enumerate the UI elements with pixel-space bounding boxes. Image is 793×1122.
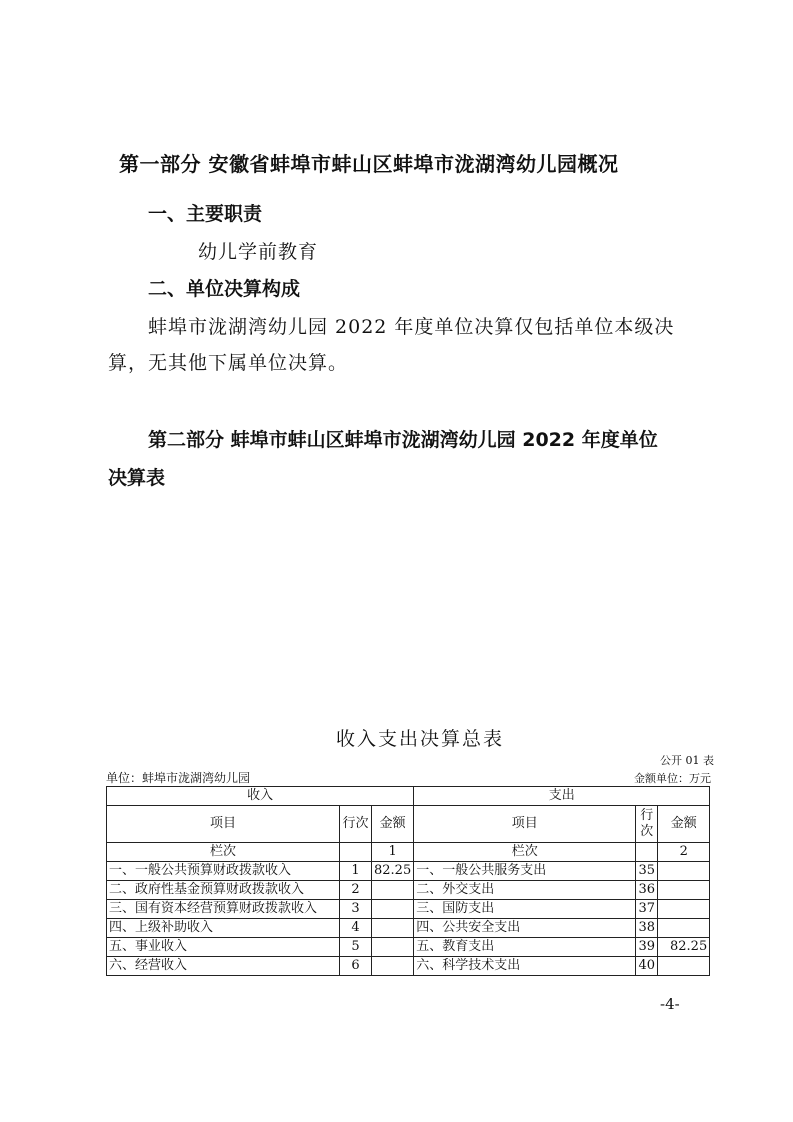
expense-amount-header: 金额 (658, 806, 710, 843)
expense-amount (658, 919, 710, 938)
income-row-no: 1 (340, 862, 372, 881)
part2-title-line1: 第二部分 蚌埠市蚌山区蚌埠市泷湖湾幼儿园 2022 年度单位 (148, 429, 658, 451)
income-item: 六、经营收入 (107, 957, 340, 976)
income-item-header: 项目 (107, 806, 340, 843)
income-item: 三、国有资本经营预算财政拨款收入 (107, 900, 340, 919)
income-item: 二、政府性基金预算财政拨款收入 (107, 881, 340, 900)
expense-amount (658, 862, 710, 881)
expense-row-no: 39 (636, 938, 658, 957)
income-amount: 82.25 (372, 862, 414, 881)
income-amount (372, 900, 414, 919)
expense-amount (658, 957, 710, 976)
income-expense-table (106, 786, 710, 976)
expense-lanci-blank (636, 843, 658, 862)
income-row-no: 6 (340, 957, 372, 976)
expense-amount (658, 881, 710, 900)
expense-amount: 82.25 (658, 938, 710, 957)
expense-row-no: 36 (636, 881, 658, 900)
income-amount (372, 881, 414, 900)
form-number: 公开 01 表 (660, 754, 714, 767)
income-amount (372, 957, 414, 976)
income-lanci-blank (340, 843, 372, 862)
income-col-number: 1 (372, 843, 414, 862)
income-header: 收入 (107, 787, 414, 806)
section2-body-line1: 蚌埠市泷湖湾幼儿园 2022 年度单位决算仅包括单位本级决 (148, 316, 675, 338)
section1-body: 幼儿学前教育 (198, 241, 319, 263)
section1-heading: 一、主要职责 (148, 203, 263, 225)
income-row-no-header: 行次 (340, 806, 372, 843)
income-amount (372, 938, 414, 957)
table-row (107, 938, 710, 957)
part1-title: 第一部分 安徽省蚌埠市蚌山区蚌埠市泷湖湾幼儿园概况 (119, 152, 619, 176)
page-number: -4- (660, 995, 680, 1013)
income-item: 四、上级补助收入 (107, 919, 340, 938)
amount-unit: 金额单位：万元 (634, 772, 711, 785)
expense-row-no: 40 (636, 957, 658, 976)
table-row (107, 900, 710, 919)
expense-item: 二、外交支出 (414, 881, 636, 900)
unit-label: 单位：蚌埠市泷湖湾幼儿园 (106, 771, 251, 785)
section2-body-line2: 算，无其他下属单位决算。 (108, 352, 349, 374)
income-row-no: 3 (340, 900, 372, 919)
income-item: 一、一般公共预算财政拨款收入 (107, 862, 340, 881)
expense-header: 支出 (414, 787, 710, 806)
income-row-no: 4 (340, 919, 372, 938)
table-row (107, 862, 710, 881)
income-row-no: 2 (340, 881, 372, 900)
income-row-no: 5 (340, 938, 372, 957)
income-lanci-label: 栏次 (107, 843, 340, 862)
table-row (107, 881, 710, 900)
expense-row-no: 35 (636, 862, 658, 881)
expense-col-number: 2 (658, 843, 710, 862)
table-row (107, 957, 710, 976)
expense-item: 一、一般公共服务支出 (414, 862, 636, 881)
table-row (107, 919, 710, 938)
expense-amount (658, 900, 710, 919)
section2-heading: 二、单位决算构成 (148, 278, 301, 300)
expense-row-no: 38 (636, 919, 658, 938)
income-item: 五、事业收入 (107, 938, 340, 957)
expense-item: 五、教育支出 (414, 938, 636, 957)
income-amount-header: 金额 (372, 806, 414, 843)
table-title: 收入支出决算总表 (336, 728, 505, 750)
expense-item: 三、国防支出 (414, 900, 636, 919)
expense-row-no: 37 (636, 900, 658, 919)
expense-item-header: 项目 (414, 806, 636, 843)
expense-row-no-header: 行 次 (636, 806, 658, 843)
income-amount (372, 919, 414, 938)
expense-lanci-label: 栏次 (414, 843, 636, 862)
expense-item: 四、公共安全支出 (414, 919, 636, 938)
expense-item: 六、科学技术支出 (414, 957, 636, 976)
part2-title-line2: 决算表 (108, 467, 166, 489)
